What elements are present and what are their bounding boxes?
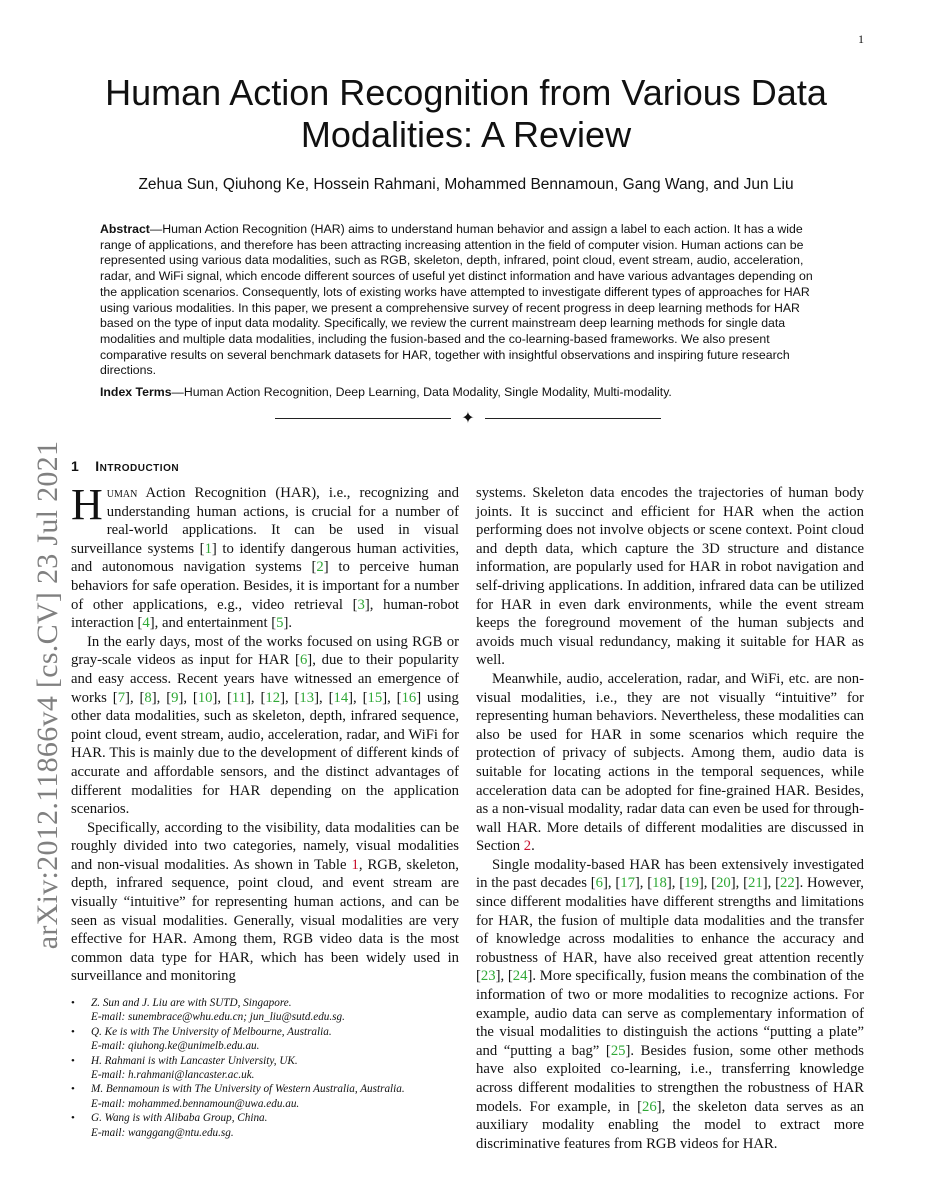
citation-link[interactable]: 5 — [276, 615, 284, 632]
citation-link[interactable]: 14 — [333, 689, 349, 706]
citation-group: 7], [8], [9], [10], [11], [12], [13], [14], [15], [16 — [117, 689, 417, 706]
citation-link[interactable]: 22 — [779, 875, 795, 892]
citation-link[interactable]: 19 — [684, 875, 699, 892]
divider-line-left — [275, 418, 451, 419]
intro-paragraph-4: systems. Skeleton data encodes the trajectories of human body joints. It is succinct and efficient for HAR when the action performing does not involve objects or scene context. Point cloud and depth data, which capture the 3D structure and distance information, are popularly used for HAR in robot navigation and self-driving applications. In addition, infrared data can be utilized for HAR in even dark environments, while the event stream keeps the foreground movement of the human subjects and avoids much visual redundancy, making it suitable for HAR as well. — [476, 485, 864, 669]
footnote-item: • Q. Ke is with The University of Melbourne, Australia. E-mail: qiuhong.ke@unimelb.edu.au. — [71, 1025, 459, 1054]
citation-link[interactable]: 13 — [299, 689, 315, 706]
citation-link[interactable]: 1 — [204, 540, 212, 557]
footnote-item: • Z. Sun and J. Liu are with SUTD, Singapore. E-mail: sunembrace@whu.edu.cn; jun_liu@sutd.edu.sg. — [71, 996, 459, 1025]
citation-group: 23], [24 — [480, 968, 528, 985]
divider-line-right — [485, 418, 661, 419]
section-divider — [275, 409, 661, 429]
citation-link[interactable]: 6 — [595, 875, 603, 892]
index-terms — [100, 385, 828, 401]
drop-cap: H — [71, 480, 103, 529]
citation-link[interactable]: 17 — [620, 875, 635, 892]
citation-link[interactable]: 6 — [299, 652, 308, 669]
index-terms-text: —Human Action Recognition, Deep Learning, Data Modality, Single Modality, Multi-modality. — [171, 385, 672, 399]
citation-link[interactable]: 20 — [716, 875, 731, 892]
citation-link[interactable]: 10 — [197, 689, 213, 706]
footnote-item: • G. Wang is with Alibaba Group, China. E-mail: wanggang@ntu.edu.sg. — [71, 1111, 459, 1140]
author-list: Zehua Sun, Qiuhong Ke, Hossein Rahmani, Mohammed Bennamoun, Gang Wang, and Jun Liu — [138, 176, 794, 193]
citation-link[interactable]: 18 — [652, 875, 667, 892]
footnote-item: • M. Bennamoun is with The University of Western Australia, Australia. E-mail: mohammed.bennamoun@uwa.edu.au. — [71, 1082, 459, 1111]
section-link[interactable]: 2 — [523, 838, 532, 855]
intro-paragraph-1: Human Action Recognition (HAR), i.e., recognizing and understanding human actions, is crucial for a number of real-world applications. It can be used in visual surveillance systems [1] to identify dangerous human activities, and autonomous navigation systems [2] to perceive human behaviors for safe operation. Besides, it is important for a number of other applications, e.g., video retrieval [3], human-robot interaction [4], and entertainment [5]. — [71, 480, 459, 632]
abstract-label: Abstract — [100, 222, 150, 236]
citation-link[interactable]: 7 — [117, 689, 126, 706]
citation-group: 6], [17], [18], [19], [20], [21], [22 — [595, 875, 795, 892]
intro-paragraph-2: In the early days, most of the works focused on using RGB or gray-scale videos as input for HAR [6], due to their popularity and easy access. Recent years have witnessed an emergence of works [7], [8], [9], [10], [11], [12], [13], [14], [15], [16] using other data modalities, such as skeleton, depth, infrared sequence, point cloud, event stream, audio, acceleration, radar, and WiFi for HAR. This is mainly due to the development of different kinds of accurate and affordable sensors, and the distinct advantages of different modalities for HAR depending on the application scenarios. — [71, 633, 459, 818]
citation-link[interactable]: 8 — [144, 689, 152, 706]
intro-paragraph-5: Meanwhile, audio, acceleration, radar, and WiFi, etc. are non-visual modalities, i.e., they are not visually “intuitive” for representing human behaviors. Nevertheless, these modalities can also be used for HAR in some scenarios which require the protection of privacy of subjects. Among them, audio data is suitable for locating actions in the temporal sequences, while acceleration data can be adopted for fine-grained HAR. Besides, as a non-visual modality, radar data can even be used for through-wall HAR. More details of different modalities are discussed in Section 2. — [476, 670, 864, 855]
citation-link[interactable]: 4 — [142, 615, 150, 632]
divider-star-icon: ✦ — [461, 410, 475, 427]
citation-link[interactable]: 12 — [265, 689, 281, 706]
author-footnotes — [71, 996, 459, 1140]
citation-link[interactable]: 9 — [171, 689, 179, 706]
intro-paragraph-3: Specifically, according to the visibility, data modalities can be roughly divided into two categories, namely, visual modalities and non-visual modalities. As shown in Table 1, RGB, skeleton, depth, infrared sequence, point cloud, and event stream are visually “intuitive” for representing human actions, and can be seen as visual modalities. Generally, visual modalities are very effective for HAR. Among them, RGB video data is the most common data type for HAR, which has been widely used in surveillance and monitoring — [71, 819, 459, 985]
citation-link[interactable]: 3 — [357, 596, 365, 613]
citation-link[interactable]: 11 — [231, 689, 247, 706]
intro-paragraph-6: Single modality-based HAR has been extensively investigated in the past decades [6], [17], [18], [19], [20], [21], [22]. However, since different modalities have different strengths and limitations for HAR, the fusion of multiple data modalities and the transfer of knowledge across modalities to enhance the accuracy and robustness of HAR, have also received great attention recently [23], [24]. More specifically, fusion means the combination of the information of two or more modalities to recognize actions. For example, audio data can serve as complementary information of the visual modalities to distinguish the actions “putting a plate” and “putting a bag” [25]. Besides fusion, some other methods have also exploited co-learning, i.e., transferring knowledge across different modalities to strengthen the robustness of HAR models. For example, in [26], the skeleton data serves as an auxiliary modality enabling the model to extract more discriminative features from RGB videos for HAR. — [476, 856, 864, 1152]
citation-link[interactable]: 15 — [367, 689, 383, 706]
citation-link[interactable]: 24 — [512, 968, 528, 985]
abstract — [100, 222, 828, 379]
citation-link[interactable]: 16 — [401, 689, 417, 706]
footnote-item: • H. Rahmani is with Lancaster University, UK. E-mail: h.rahmani@lancaster.ac.uk. — [71, 1054, 459, 1083]
index-terms-label: Index Terms — [100, 385, 172, 399]
section-heading — [71, 458, 179, 474]
paper-title: Human Action Recognition from Various Data Modalities: A Review — [105, 72, 827, 155]
table-link[interactable]: 1 — [351, 856, 359, 873]
section-title: Introduction — [95, 458, 180, 474]
section-number: 1 — [71, 458, 80, 474]
citation-link[interactable]: 26 — [641, 1098, 657, 1115]
page-number: 1 — [858, 32, 864, 46]
right-column — [476, 484, 864, 1153]
citation-link[interactable]: 2 — [316, 559, 324, 576]
citation-link[interactable]: 23 — [480, 968, 496, 985]
arxiv-stamp: arXiv:2012.11866v4 [cs.CV] 23 Jul 2021 — [31, 440, 64, 950]
left-column — [71, 480, 459, 986]
citation-link[interactable]: 25 — [610, 1042, 626, 1059]
citation-link[interactable]: 21 — [748, 875, 763, 892]
abstract-text: —Human Action Recognition (HAR) aims to understand human behavior and assign a label to each action. It has a wide range of applications, and therefore has been attracting increasing attention in the field of computer vision. Human actions can be represented using various data modalities, such as RGB, skeleton, depth, infrared, point cloud, event stream, audio, acceleration, radar, and WiFi signal, which encode different sources of useful yet distinct information and have various advantages depending on the application scenarios. Consequently, lots of existing works have attempted to investigate different types of approaches for HAR using various modalities. In this paper, we present a comprehensive survey of recent progress in deep learning methods for HAR based on the type of input data modality. Specifically, we review the current mainstream deep learning methods for single data modalities and multiple data modalities, including the fusion-based and the co-learning-based frameworks. We also present comparative results on several benchmark datasets for HAR, together with insightful observations and inspiring future research directions. — [100, 222, 813, 378]
